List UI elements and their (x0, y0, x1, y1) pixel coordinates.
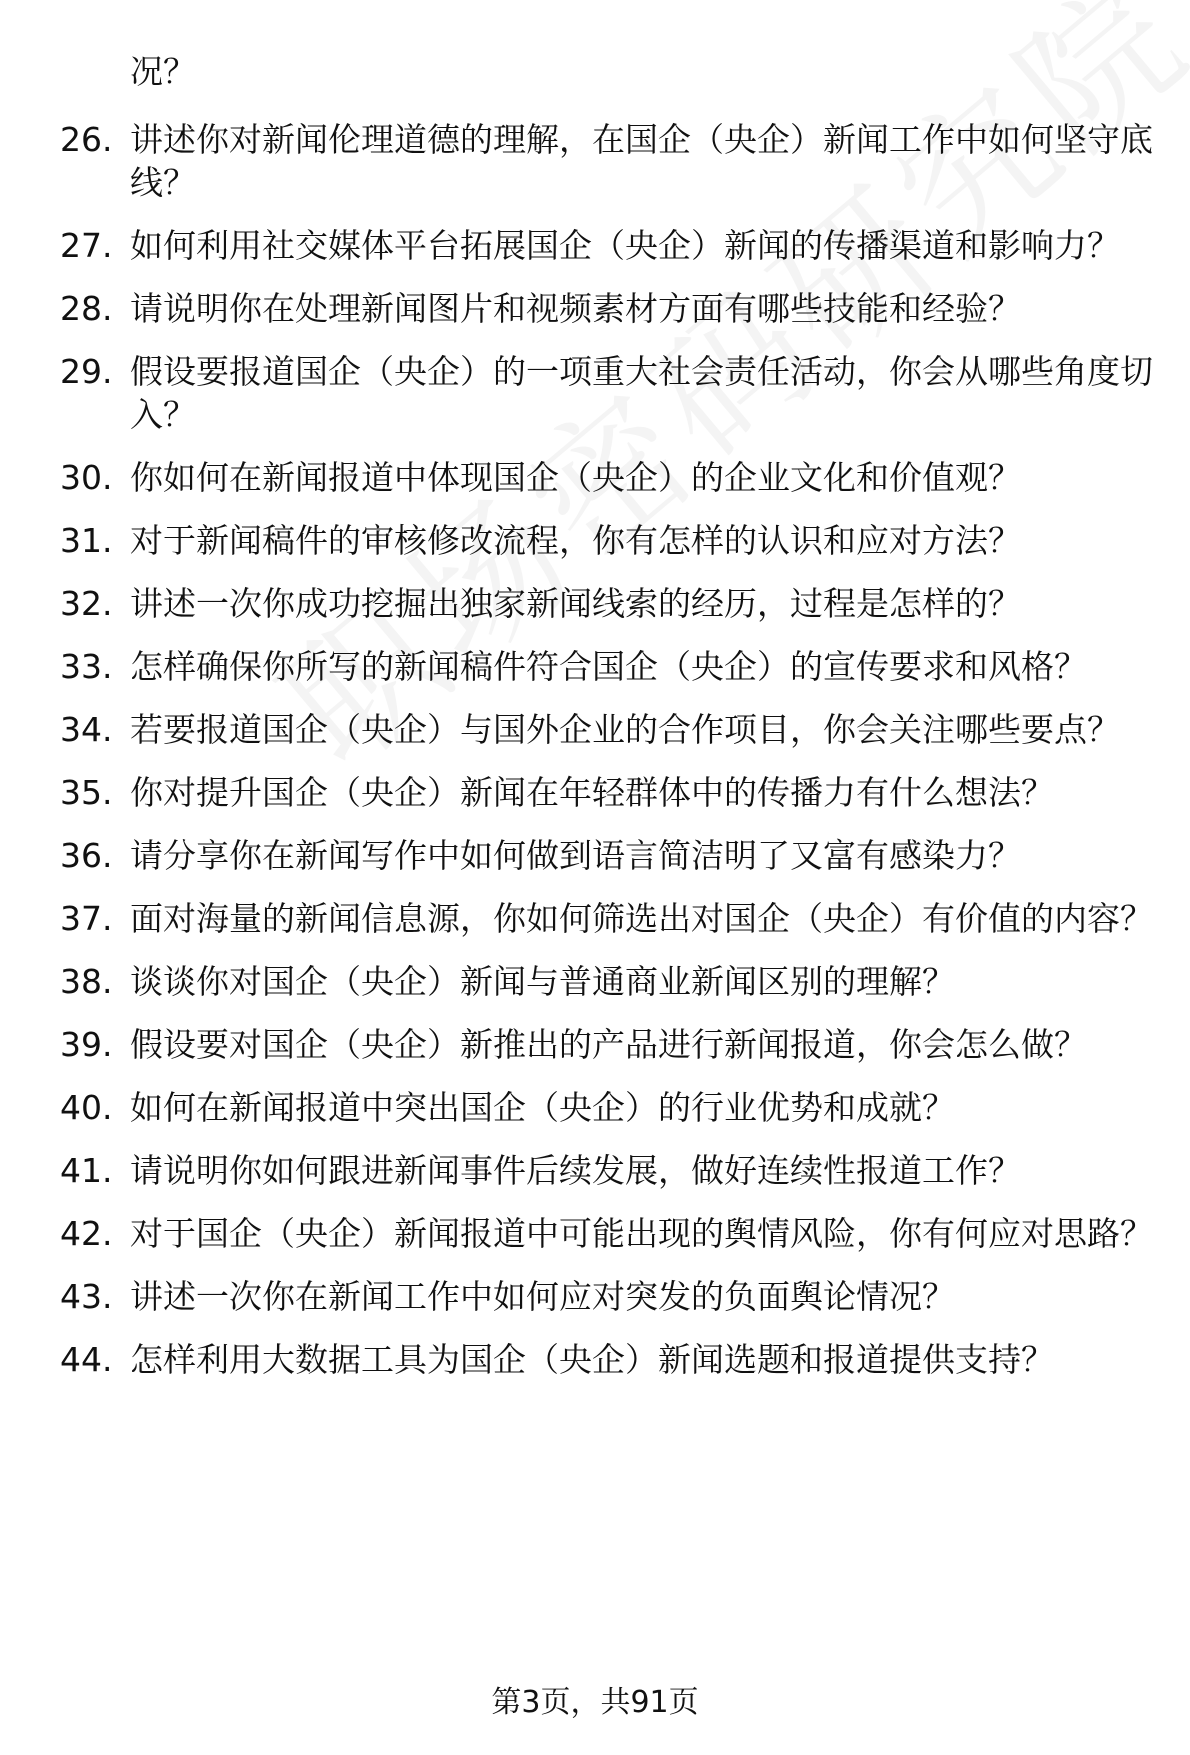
list-item (0, 1212, 1190, 1255)
item-number: 44. (60, 1340, 113, 1379)
item-text: 如何利用社交媒体平台拓展国企（央企）新闻的传播渠道和影响力？ (130, 226, 1120, 265)
item-text: 你对提升国企（央企）新闻在年轻群体中的传播力有什么想法？ (130, 773, 1054, 812)
item-number: 38. (60, 962, 113, 1001)
list-item (0, 1023, 1190, 1066)
list-item (0, 708, 1190, 751)
item-number: 27. (60, 226, 113, 265)
item-number: 31. (60, 521, 113, 560)
list-item (0, 645, 1190, 688)
page-number: 第3页，共91页 (491, 1685, 699, 1720)
item-text: 请说明你如何跟进新闻事件后续发展，做好连续性报道工作？ (130, 1151, 1021, 1190)
item-text: 假设要对国企（央企）新推出的产品进行新闻报道，你会怎么做？ (130, 1025, 1087, 1064)
list-item (0, 897, 1190, 940)
item-text: 怎样确保你所写的新闻稿件符合国企（央企）的宣传要求和风格？ (130, 647, 1087, 686)
item-text: 对于新闻稿件的审核修改流程，你有怎样的认识和应对方法？ (130, 521, 1021, 560)
list-item (0, 1338, 1190, 1381)
list-item (0, 1275, 1190, 1318)
question-list (0, 118, 1190, 1401)
item-number: 30. (60, 458, 113, 497)
list-item (0, 350, 1190, 436)
item-number: 28. (60, 289, 113, 328)
item-text: 若要报道国企（央企）与国外企业的合作项目，你会关注哪些要点？ (130, 710, 1120, 749)
item-text: 面对海量的新闻信息源，你如何筛选出对国企（央企）有价值的内容？ (130, 899, 1153, 938)
item-number: 42. (60, 1214, 113, 1253)
list-item (0, 582, 1190, 625)
item-text: 请分享你在新闻写作中如何做到语言简洁明了又富有感染力？ (130, 836, 1021, 875)
continued-text: 况？ (130, 52, 196, 91)
item-text: 如何在新闻报道中突出国企（央企）的行业优势和成就？ (130, 1088, 955, 1127)
item-text: 讲述一次你成功挖掘出独家新闻线索的经历，过程是怎样的？ (130, 584, 1021, 623)
item-number: 26. (60, 120, 113, 159)
item-number: 43. (60, 1277, 113, 1316)
list-item (0, 834, 1190, 877)
item-number: 41. (60, 1151, 113, 1190)
item-number: 36. (60, 836, 113, 875)
item-text: 怎样利用大数据工具为国企（央企）新闻选题和报道提供支持？ (130, 1340, 1054, 1379)
item-number: 40. (60, 1088, 113, 1127)
item-text: 对于国企（央企）新闻报道中可能出现的舆情风险，你有何应对思路？ (130, 1214, 1153, 1253)
item-number: 37. (60, 899, 113, 938)
list-item (0, 1086, 1190, 1129)
item-text: 你如何在新闻报道中体现国企（央企）的企业文化和价值观？ (130, 458, 1021, 497)
item-text: 讲述你对新闻伦理道德的理解，在国企（央企）新闻工作中如何坚守底线？ (130, 120, 1153, 202)
item-number: 29. (60, 352, 113, 391)
list-item (0, 118, 1190, 204)
item-number: 34. (60, 710, 113, 749)
item-number: 35. (60, 773, 113, 812)
item-number: 39. (60, 1025, 113, 1064)
item-text: 谈谈你对国企（央企）新闻与普通商业新闻区别的理解？ (130, 962, 955, 1001)
list-item (0, 960, 1190, 1003)
list-item (0, 771, 1190, 814)
list-item (0, 1149, 1190, 1192)
item-text: 请说明你在处理新闻图片和视频素材方面有哪些技能和经验？ (130, 289, 1021, 328)
list-item (0, 519, 1190, 562)
item-text: 假设要报道国企（央企）的一项重大社会责任活动，你会从哪些角度切入？ (130, 352, 1153, 434)
list-item (0, 287, 1190, 330)
item-number: 33. (60, 647, 113, 686)
list-item (0, 456, 1190, 499)
item-text: 讲述一次你在新闻工作中如何应对突发的负面舆论情况？ (130, 1277, 955, 1316)
item-number: 32. (60, 584, 113, 623)
list-item (0, 224, 1190, 267)
